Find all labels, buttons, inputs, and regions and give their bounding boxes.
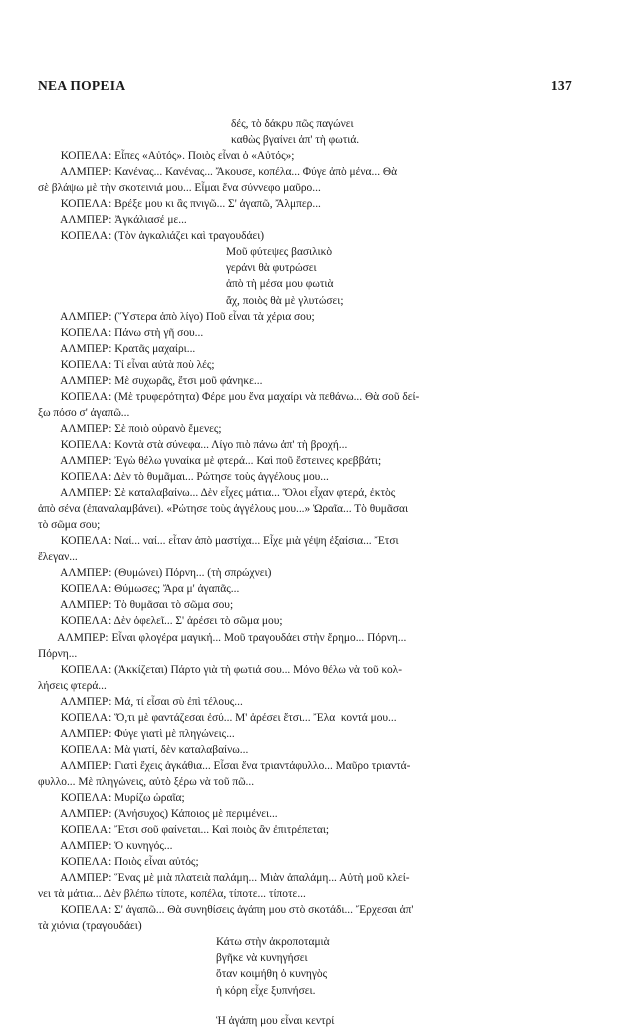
dialogue-line: ΑΛΜΠΕΡ: Κρατᾶς μαχαίρι... [38, 342, 196, 355]
dialogue-line: ΚΟΠΕΛΑ: (Μὲ τρυφερότητα) Φέρε μου ἕνα μαχαίρι νὰ πεθάνω... Θὰ σοῦ δεί- [38, 390, 420, 403]
dialogue-line: νει τὰ μάτια... Δὲν βλέπω τίποτε, κοπέλα, τίποτε... τίποτε... [38, 888, 306, 901]
dialogue-line: ΑΛΜΠΕΡ: Μά, τί εἶσαι σὺ ἐπὶ τέλους... [38, 695, 243, 708]
dialogue-line: λήσεις φτερά... [38, 679, 107, 692]
play-text [38, 116, 572, 1029]
dialogue-line: ΑΛΜΠΕΡ: (Θυμώνει) Πόρνη... (τὴ σπρώχνει) [38, 567, 272, 580]
verse-line: καθὼς βγαίνει ἀπ' τὴ φωτιά. [231, 134, 360, 147]
journal-title: ΝΕΑ ΠΟΡΕΙΑ [38, 78, 126, 93]
dialogue-line: ΚΟΠΕΛΑ: Ναί... ναί... εἶταν ἀπὸ μαστίχα... Εἶχε μιὰ γέψη ἐξαίσια... Ἔτσι [38, 535, 399, 548]
dialogue-line: ΚΟΠΕΛΑ: Ποιὸς εἶναι αὐτός; [38, 856, 199, 869]
dialogue-line: τὰ χιόνια (τραγουδάει) [38, 920, 142, 933]
dialogue-line: Πόρνη... [38, 647, 78, 660]
dialogue-line: φυλλο... Μὲ πληγώνεις, αὐτὸ ξέρω νὰ τοῦ πῶ... [38, 775, 255, 788]
dialogue-line: ΚΟΠΕΛΑ: Ἔτσι σοῦ φαίνεται... Καὶ ποιὸς ἂν ἐπιτρέπεται; [38, 824, 330, 837]
verse-line: γεράνι θὰ φυτρώσει [226, 262, 317, 275]
running-header [38, 78, 572, 94]
dialogue-line: ΑΛΜΠΕΡ: Ἕνας μὲ μιὰ πλατειὰ παλάμη... Μιὰν ἀπαλάμη... Αὐτὴ μοῦ κλεί- [38, 872, 410, 885]
dialogue-line: ΚΟΠΕΛΑ: Ὅ,τι μὲ φαντάζεσαι ἐσύ... Μ' ἀρέσει ἔτσι... Ἔλα κοντά μου... [38, 711, 397, 724]
dialogue-line: ΑΛΜΠΕΡ: Φύγε γιατὶ μὲ πληγώνεις... [38, 727, 235, 740]
verse-line: ὅταν κοιμήθη ὁ κυνηγὸς [216, 968, 328, 981]
dialogue-line: ΚΟΠΕΛΑ: Τί εἶναι αὐτὰ ποὺ λές; [38, 358, 215, 371]
dialogue-line: ἔλεγαν... [38, 551, 78, 564]
dialogue-line: ΑΛΜΠΕΡ: (Ὕστερα ἀπὸ λίγο) Ποῦ εἶναι τὰ χέρια σου; [38, 310, 315, 323]
dialogue-line: ΑΛΜΠΕΡ: Ὁ κυνηγός... [38, 840, 173, 853]
verse-line: Κάτω στὴν ἀκροποταμιὰ [216, 936, 330, 949]
verse-line: ἀπὸ τὴ μέσα μου φωτιὰ [226, 278, 334, 291]
dialogue-line: ΚΟΠΕΛΑ: (Ἀκκίζεται) Πάρτο γιὰ τὴ φωτιά σου... Μόνο θέλω νὰ τοῦ κολ- [38, 663, 402, 676]
stanza-break [38, 999, 572, 1013]
dialogue-line: ΚΟΠΕΛΑ: Πάνω στὴ γῆ σου... [38, 326, 204, 339]
dialogue-line: σὲ βλάψω μὲ τὴν σκοτεινιά μου... Εἶμαι ἕνα σύννεφο μαῦρο... [38, 182, 321, 195]
dialogue-line: ΚΟΠΕΛΑ: Δὲν τὸ θυμᾶμαι... Ρώτησε τοὺς ἀγγέλους μου... [38, 471, 329, 484]
dialogue-line: ΚΟΠΕΛΑ: Θύμωσες; Ἄρα μ' ἀγαπᾶς... [38, 583, 240, 596]
dialogue-line: ΑΛΜΠΕΡ: (Ἀνήσυχος) Κάποιος μὲ περιμένει... [38, 808, 278, 821]
verse-line: Ἡ ἀγάπη μου εἶναι κεντρί [216, 1014, 335, 1027]
dialogue-line: ΑΛΜΠΕΡ: Σὲ ποιὸ οὐρανὸ ἔμενες; [38, 422, 222, 435]
dialogue-line: ΚΟΠΕΛΑ: Μὰ γιατί, δὲν καταλαβαίνω... [38, 743, 249, 756]
dialogue-line: ΚΟΠΕΛΑ: Δὲν ὀφελεῖ... Σ' ἀρέσει τὸ σῶμα μου; [38, 615, 283, 628]
dialogue-line: ΑΛΜΠΕΡ: Γιατὶ ἔχεις ἀγκάθια... Εἶσαι ἕνα τριαντάφυλλο... Μαῦρο τριαντά- [38, 759, 411, 772]
dialogue-line: ξω πόσο σ' ἀγαπῶ... [38, 406, 130, 419]
dialogue-line: ΚΟΠΕΛΑ: Βρέξε μου κι ἂς πνιγῶ... Σ' ἀγαπῶ, Ἄλμπερ... [38, 198, 321, 211]
verse-line: ἡ κόρη εἶχε ξυπνήσει. [216, 984, 316, 997]
dialogue-line: ΚΟΠΕΛΑ: Κοντὰ στὰ σύνεφα... Λίγο πιὸ πάνω ἀπ' τὴ βροχή... [38, 438, 348, 451]
verse-line: Μοῦ φύτεψες βασιλικὸ [226, 246, 333, 259]
dialogue-line: ΚΟΠΕΛΑ: (Τὸν ἀγκαλιάζει καὶ τραγουδάει) [38, 230, 265, 243]
dialogue-line: ΑΛΜΠΕΡ: Ἐγὼ θέλω γυναίκα μὲ φτερά... Καὶ ποῦ ἔστεινες κρεββάτι; [38, 454, 382, 467]
dialogue-line: ΑΛΜΠΕΡ: Κανένας... Κανένας... Ἄκουσε, κοπέλα... Φύγε ἀπὸ μένα... Θὰ [38, 166, 398, 179]
verse-line: βγῆκε νὰ κυνηγήσει [216, 952, 308, 965]
dialogue-line: ΚΟΠΕΛΑ: Σ' ἀγαπῶ... Θὰ συνηθίσεις ἀγάπη μου στὸ σκοτάδι... Ἔρχεσαι ἀπ' [38, 904, 414, 917]
dialogue-line: ΑΛΜΠΕΡ: Μὲ συχωρᾶς, ἔτσι μοῦ φάνηκε... [38, 374, 263, 387]
dialogue-line: ΑΛΜΠΕΡ: Τὸ θυμᾶσαι τὸ σῶμα σου; [38, 599, 234, 612]
dialogue-line: ἀπὸ σένα (ἐπαναλαμβάνει). «Ρώτησε τοὺς ἀγγέλους μου...» Ὡραῖα... Τὸ θυμᾶσαι [38, 503, 409, 516]
verse-line: ἄχ, ποιὸς θὰ μὲ γλυτώσει; [226, 294, 344, 307]
dialogue-line: ΚΟΠΕΛΑ: Εἶπες «Αὐτός». Ποιὸς εἶναι ὁ «Αὐτός»; [38, 150, 295, 163]
dialogue-line: ΑΛΜΠΕΡ: Σὲ καταλαβαίνω... Δὲν εἶχες μάτια... Ὅλοι εἶχαν φτερά, ἐκτὸς [38, 487, 396, 500]
dialogue-line: ΑΛΜΠΕΡ: Εἶναι φλογέρα μαγική... Μοῦ τραγουδάει στὴν ἔρημο... Πόρνη... [38, 631, 407, 644]
dialogue-line: τὸ σῶμα σου; [38, 519, 101, 532]
page-number: 137 [550, 78, 572, 93]
dialogue-line: ΑΛΜΠΕΡ: Ἀγκάλιασέ με... [38, 214, 187, 227]
dialogue-line: ΚΟΠΕΛΑ: Μυρίζω ὡραῖα; [38, 791, 185, 804]
verse-line: δές, τὸ δάκρυ πῶς παγώνει [231, 118, 354, 130]
